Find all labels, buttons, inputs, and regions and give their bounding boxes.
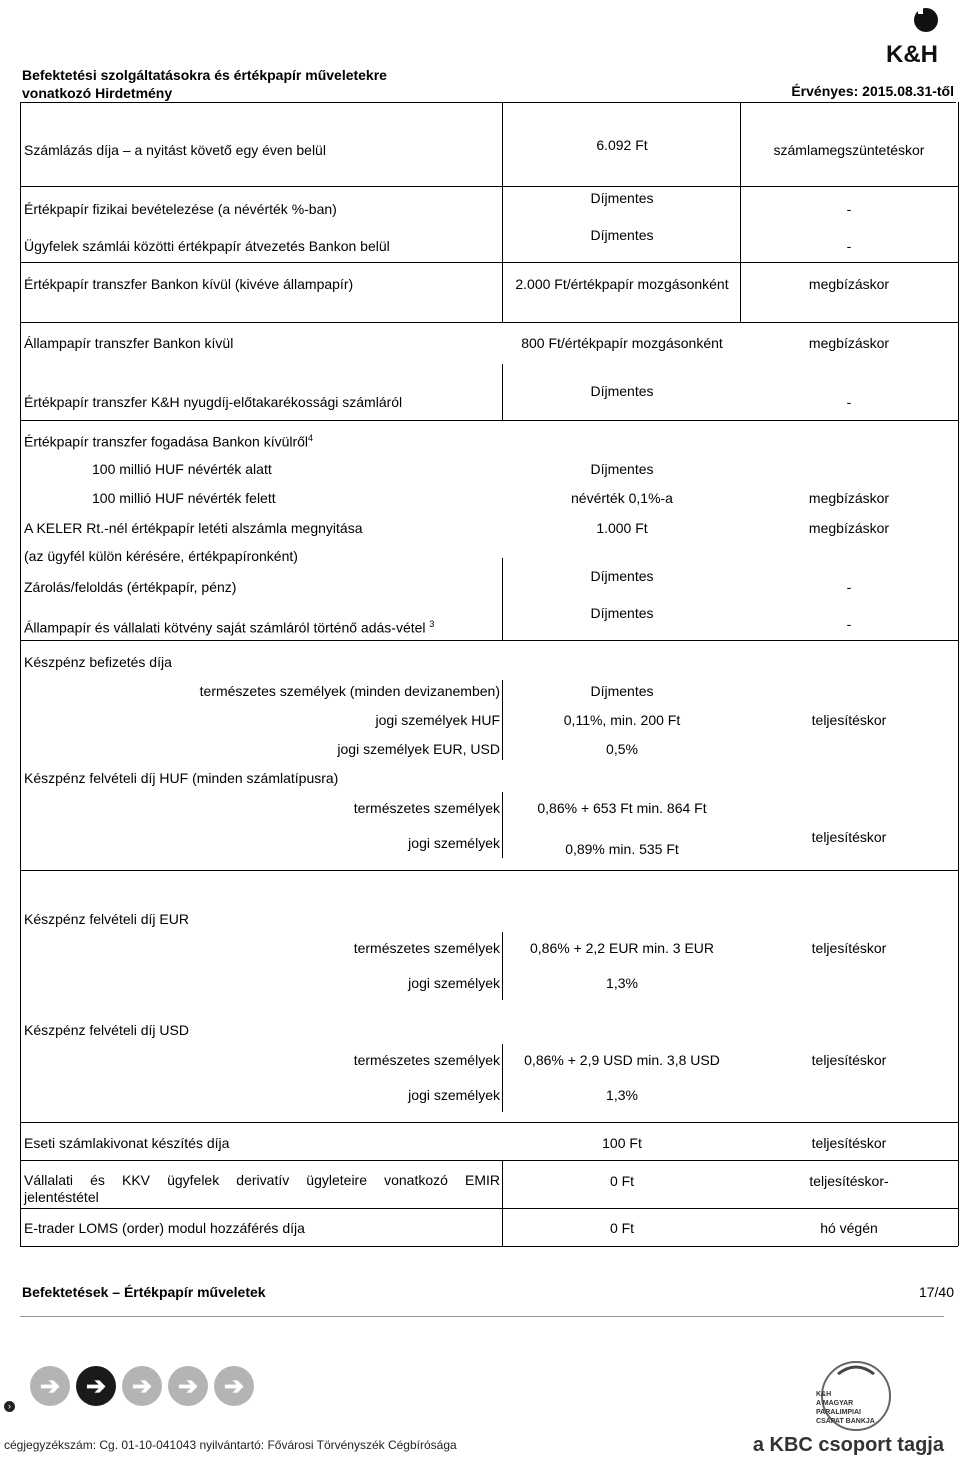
row-fee: 100 Ft <box>602 1135 642 1151</box>
row-when: teljesítéskor <box>811 1052 887 1068</box>
paralympic-badge-text <box>816 1390 875 1426</box>
section-label: Készpénz felvételi díj USD <box>24 1022 189 1038</box>
row-label: Ügyfelek számlái közötti értékpapír átvezetés Bankon belül <box>24 238 390 254</box>
row-label: Értékpapír fizikai bevételezése (a névérték %-ban) <box>24 201 337 217</box>
row-when: - <box>846 201 852 217</box>
section-label: Készpénz felvételi díj HUF (minden számlatípusra) <box>24 770 339 786</box>
row-fee: 0,89% min. 535 Ft <box>565 841 679 857</box>
row-fee: 800 Ft/értékpapír mozgásonként <box>521 335 723 351</box>
row-fee: 6.092 Ft <box>596 137 648 153</box>
row-fee: 1.000 Ft <box>596 520 648 536</box>
row-label: Számlázás díja – a nyitást követő egy éven belül <box>24 142 326 158</box>
row-when: megbízáskor <box>808 520 890 536</box>
row-when: számlamegszüntetéskor <box>773 142 925 158</box>
row-when: - <box>846 238 852 254</box>
table-row-line <box>20 1246 958 1247</box>
badge-line: A MAGYAR <box>816 1400 854 1407</box>
badge-line: CSAPAT BANKJA <box>816 1418 875 1425</box>
arrow-right-icon: ➔ <box>168 1366 208 1406</box>
row-label: Állampapír transzfer Bankon kívül <box>24 335 234 351</box>
document-title <box>22 66 387 102</box>
arrow-right-icon: ➔ <box>76 1366 116 1406</box>
kbc-group-tagline: a KBC csoport tagja <box>752 1434 944 1456</box>
row-when: - <box>846 616 852 632</box>
row-fee: Díjmentes <box>590 227 654 243</box>
row-when: megbízáskor <box>808 490 890 506</box>
row-label: jogi személyek <box>408 835 500 851</box>
row-label: Értékpapír transzfer Bankon kívül (kivéve állampapír) <box>24 276 354 292</box>
row-when: megbízáskor <box>808 335 890 351</box>
table-border-right <box>958 102 959 1246</box>
table-border-left <box>20 102 21 1246</box>
kh-logo <box>870 4 954 64</box>
footer-divider <box>20 1316 944 1317</box>
row-fee: 0,86% + 653 Ft min. 864 Ft <box>537 800 707 816</box>
header-divider <box>20 102 956 103</box>
row-label: természetes személyek (minden devizanemben) <box>199 683 500 699</box>
row-fee: 1,3% <box>606 975 638 991</box>
table-row-line <box>20 186 958 187</box>
row-when: teljesítéskor <box>811 1135 887 1151</box>
row-label: jogi személyek <box>408 975 500 991</box>
row-label: Zárolás/feloldás (értékpapír, pénz) <box>24 579 237 595</box>
row-label <box>24 430 313 450</box>
table-row-line <box>20 870 958 871</box>
row-fee: Díjmentes <box>590 461 654 477</box>
table-row-line <box>20 640 958 641</box>
row-when: hó végén <box>820 1220 878 1236</box>
row-label: Vállalati és KKV ügyfelek derivatív ügyleteire vonatkozó EMIR <box>24 1172 500 1188</box>
row-label: Értékpapír transzfer K&H nyugdíj-előtakarékossági számláról <box>24 394 403 410</box>
company-registry: cégjegyzékszám: Cg. 01-10-041043 nyilvántartó: Fővárosi Törvényszék Cégbírósága <box>4 1438 457 1452</box>
row-label <box>24 616 434 636</box>
row-fee: névérték 0,1%-a <box>571 490 673 506</box>
table-row-line <box>20 1208 958 1209</box>
row-when: - <box>846 579 852 595</box>
row-fee: Díjmentes <box>590 383 654 399</box>
page-number: 17/40 <box>918 1284 954 1300</box>
row-when: megbízáskor <box>808 276 890 292</box>
row-label: jogi személyek <box>408 1087 500 1103</box>
row-label: Eseti számlakivonat készítés díja <box>24 1135 230 1151</box>
row-label: természetes személyek <box>353 940 500 956</box>
title-line-2: vonatkozó Hirdetmény <box>22 85 173 101</box>
row-fee: Díjmentes <box>590 568 654 584</box>
row-when: teljesítéskor <box>811 940 887 956</box>
row-label-text: Értékpapír transzfer fogadása Bankon kívülről <box>24 433 309 450</box>
svg-text:K&H: K&H <box>886 41 938 64</box>
row-label: jogi személyek HUF <box>375 712 500 728</box>
row-fee: 0 Ft <box>609 1220 635 1236</box>
row-label: E-trader LOMS (order) modul hozzáférés díja <box>24 1220 305 1236</box>
row-label: 100 millió HUF névérték felett <box>92 490 276 506</box>
footer-section: Befektetések – Értékpapír műveletek <box>22 1284 266 1300</box>
table-row-line <box>20 262 958 263</box>
table-row-line <box>20 420 958 421</box>
row-fee: 0,11%, min. 200 Ft <box>563 712 681 728</box>
row-when: teljesítéskor <box>811 712 887 728</box>
footnote-ref: 3 <box>429 619 435 629</box>
row-when: teljesítéskor- <box>809 1173 889 1189</box>
bullet-arrow-icon: › <box>4 1401 15 1412</box>
arrow-right-icon: ➔ <box>30 1366 70 1406</box>
valid-from: Érvényes: 2015.08.31-től <box>791 83 954 99</box>
table-row-line <box>20 322 958 323</box>
table-row-line <box>20 1160 958 1161</box>
row-fee: 0 Ft <box>609 1173 635 1189</box>
row-fee: 0,5% <box>606 741 638 757</box>
row-label: jogi személyek EUR, USD <box>337 741 500 757</box>
row-note: (az ügyfél külön kérésére, értékpapíronként) <box>24 548 298 564</box>
row-label-cont: jelentéstétel <box>24 1189 99 1205</box>
row-label: A KELER Rt.-nél értékpapír letéti alszámla megnyitása <box>24 520 363 536</box>
badge-line: PARALIMPIAI <box>816 1409 861 1416</box>
section-label: Készpénz felvételi díj EUR <box>24 911 189 927</box>
badge-line: K&H <box>816 1391 832 1398</box>
row-fee: 0,86% + 2,9 USD min. 3,8 USD <box>524 1052 720 1068</box>
footnote-ref: 4 <box>308 433 314 443</box>
row-fee: 0,86% + 2,2 EUR min. 3 EUR <box>529 940 715 956</box>
section-label: Készpénz befizetés díja <box>24 654 172 670</box>
row-when: - <box>846 394 852 410</box>
row-fee: Díjmentes <box>590 190 654 206</box>
row-when: teljesítéskor <box>811 829 887 845</box>
row-fee: 1,3% <box>606 1087 638 1103</box>
row-label: természetes személyek <box>353 1052 500 1068</box>
row-label: 100 millió HUF névérték alatt <box>92 461 272 477</box>
row-fee: Díjmentes <box>590 605 654 621</box>
table-row-line <box>20 1122 958 1123</box>
arrow-right-icon: ➔ <box>214 1366 254 1406</box>
row-fee: Díjmentes <box>590 683 654 699</box>
title-line-1: Befektetési szolgáltatásokra és értékpapír műveletekre <box>22 67 387 83</box>
arrow-right-icon: ➔ <box>122 1366 162 1406</box>
row-label-text: Állampapír és vállalati kötvény saját számláról történő adás-vétel <box>24 619 426 636</box>
row-label: természetes személyek <box>353 800 500 816</box>
row-fee: 2.000 Ft/értékpapír mozgásonként <box>515 276 729 292</box>
